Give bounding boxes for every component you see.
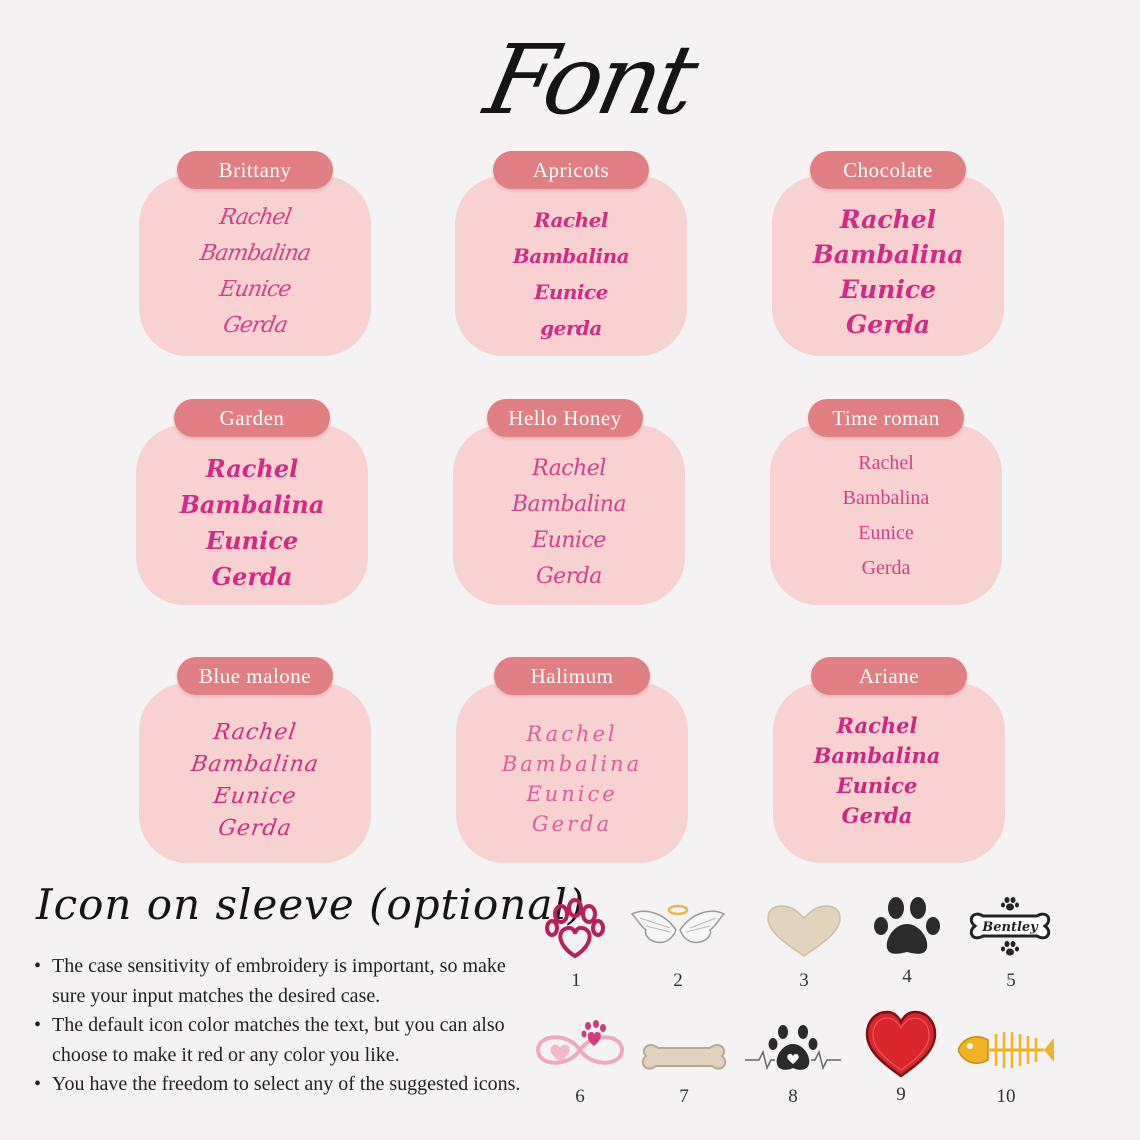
sample-name: Gerda (841, 803, 913, 828)
instruction-list (30, 952, 535, 1100)
sample-name: Rachel (205, 454, 299, 483)
icon-option-3[interactable] (756, 894, 852, 1004)
font-label-hello-honey: Hello Honey (487, 399, 643, 437)
font-label-garden: Garden (174, 399, 330, 437)
sample-name: Eunice (839, 275, 937, 304)
font-label-blue-malone: Blue malone (177, 657, 333, 695)
font-label-chocolate: Chocolate (810, 151, 966, 189)
icon-number: 4 (902, 966, 912, 987)
icon-number: 3 (799, 970, 809, 991)
icon-option-4[interactable] (859, 890, 955, 1000)
font-card-time-roman[interactable] (770, 425, 1002, 605)
sample-name: Bambalina (179, 490, 325, 519)
font-card-halimum[interactable] (456, 683, 688, 863)
heartbeat-paw-icon (745, 1010, 841, 1090)
sample-name: Gerda (536, 564, 602, 589)
sample-name: Rachel (532, 456, 606, 481)
red-heart-icon (853, 1008, 949, 1088)
sample-name: Gerda (531, 812, 613, 836)
sample-name: Eunice (836, 773, 918, 798)
font-card-garden[interactable] (136, 425, 368, 605)
font-card-brittany[interactable] (139, 176, 371, 356)
icon-option-7[interactable] (636, 1010, 732, 1120)
sample-name: Gerda (861, 557, 911, 579)
sample-name: Rachel (533, 208, 609, 232)
sample-name: Rachel (217, 205, 293, 230)
sample-name: Rachel (836, 713, 918, 738)
sample-name: Bambalina (198, 241, 313, 266)
infinity-paw-heart-icon (532, 1010, 628, 1090)
icon-option-1[interactable] (528, 894, 624, 1004)
sample-name: Eunice (205, 526, 299, 555)
font-label-brittany: Brittany (177, 151, 333, 189)
sample-name: Eunice (526, 782, 618, 806)
font-card-hello-honey[interactable] (453, 425, 685, 605)
sample-name: Bambalina (512, 244, 630, 268)
sample-name: Gerda (221, 313, 289, 338)
bone-name-text: Bentley (982, 920, 1038, 935)
font-card-chocolate[interactable] (772, 176, 1004, 356)
sample-name: Bambalina (813, 743, 941, 768)
icon-number: 8 (788, 1086, 798, 1107)
sample-name: Rachel (211, 720, 299, 745)
paw-icon (859, 890, 955, 970)
paw-heart-outline-icon (528, 894, 624, 974)
sample-name: Gerda (216, 816, 294, 841)
sample-name: Rachel (858, 452, 914, 474)
icon-number: 7 (679, 1086, 689, 1107)
bone-bentley-icon (963, 894, 1059, 974)
icon-option-10[interactable] (958, 1010, 1054, 1120)
sample-name: Bambalina (189, 752, 321, 777)
sample-name: Eunice (534, 280, 608, 304)
icon-option-8[interactable] (745, 1010, 841, 1120)
icon-section-title: Icon on sleeve (optional) (36, 880, 586, 929)
font-title: Font (476, 24, 704, 136)
icon-number: 1 (571, 970, 581, 991)
fish-bone-icon (958, 1010, 1054, 1090)
sample-name: Rachel (839, 205, 937, 234)
icon-number: 6 (575, 1086, 585, 1107)
sample-name: Rachel (526, 722, 618, 746)
icon-number: 10 (996, 1086, 1016, 1107)
sample-name: Bambalina (511, 492, 627, 517)
instruction-item: • The case sensitivity of embroidery is important, so make sure your input matches the desired case. (30, 952, 535, 1011)
icon-option-5[interactable] (963, 894, 1059, 1004)
instruction-item: • You have the freedom to select any of the suggested icons. (30, 1070, 535, 1100)
sample-name: Eunice (211, 784, 299, 809)
icon-option-9[interactable] (853, 1008, 949, 1118)
sample-name: Gerda (211, 562, 293, 591)
sample-name: Gerda (845, 310, 931, 339)
font-label-ariane: Ariane (811, 657, 967, 695)
sample-name: Bambalina (501, 752, 643, 776)
sample-name: Eunice (532, 528, 606, 553)
heart-icon (756, 894, 852, 974)
sample-name: Eunice (858, 522, 914, 544)
sample-name: gerda (540, 316, 602, 340)
icon-number: 2 (673, 970, 683, 991)
sample-name: Eunice (217, 277, 293, 302)
sample-name: Bambalina (812, 240, 964, 269)
sample-name: Bambalina (842, 487, 930, 509)
font-card-apricots[interactable] (455, 176, 687, 356)
font-card-ariane[interactable] (773, 683, 1005, 863)
font-label-halimum: Halimum (494, 657, 650, 695)
icon-number: 5 (1006, 970, 1016, 991)
font-label-time-roman: Time roman (808, 399, 964, 437)
icon-number: 9 (896, 1084, 906, 1105)
icon-option-2[interactable] (630, 894, 726, 1004)
icon-option-6[interactable] (532, 1010, 628, 1120)
bone-icon (636, 1010, 732, 1090)
font-label-apricots: Apricots (493, 151, 649, 189)
font-card-blue-malone[interactable] (139, 683, 371, 863)
angel-wings-halo-icon (630, 894, 726, 974)
instruction-item: • The default icon color matches the text, but you can also choose to make it red or any color you like. (30, 1011, 535, 1070)
